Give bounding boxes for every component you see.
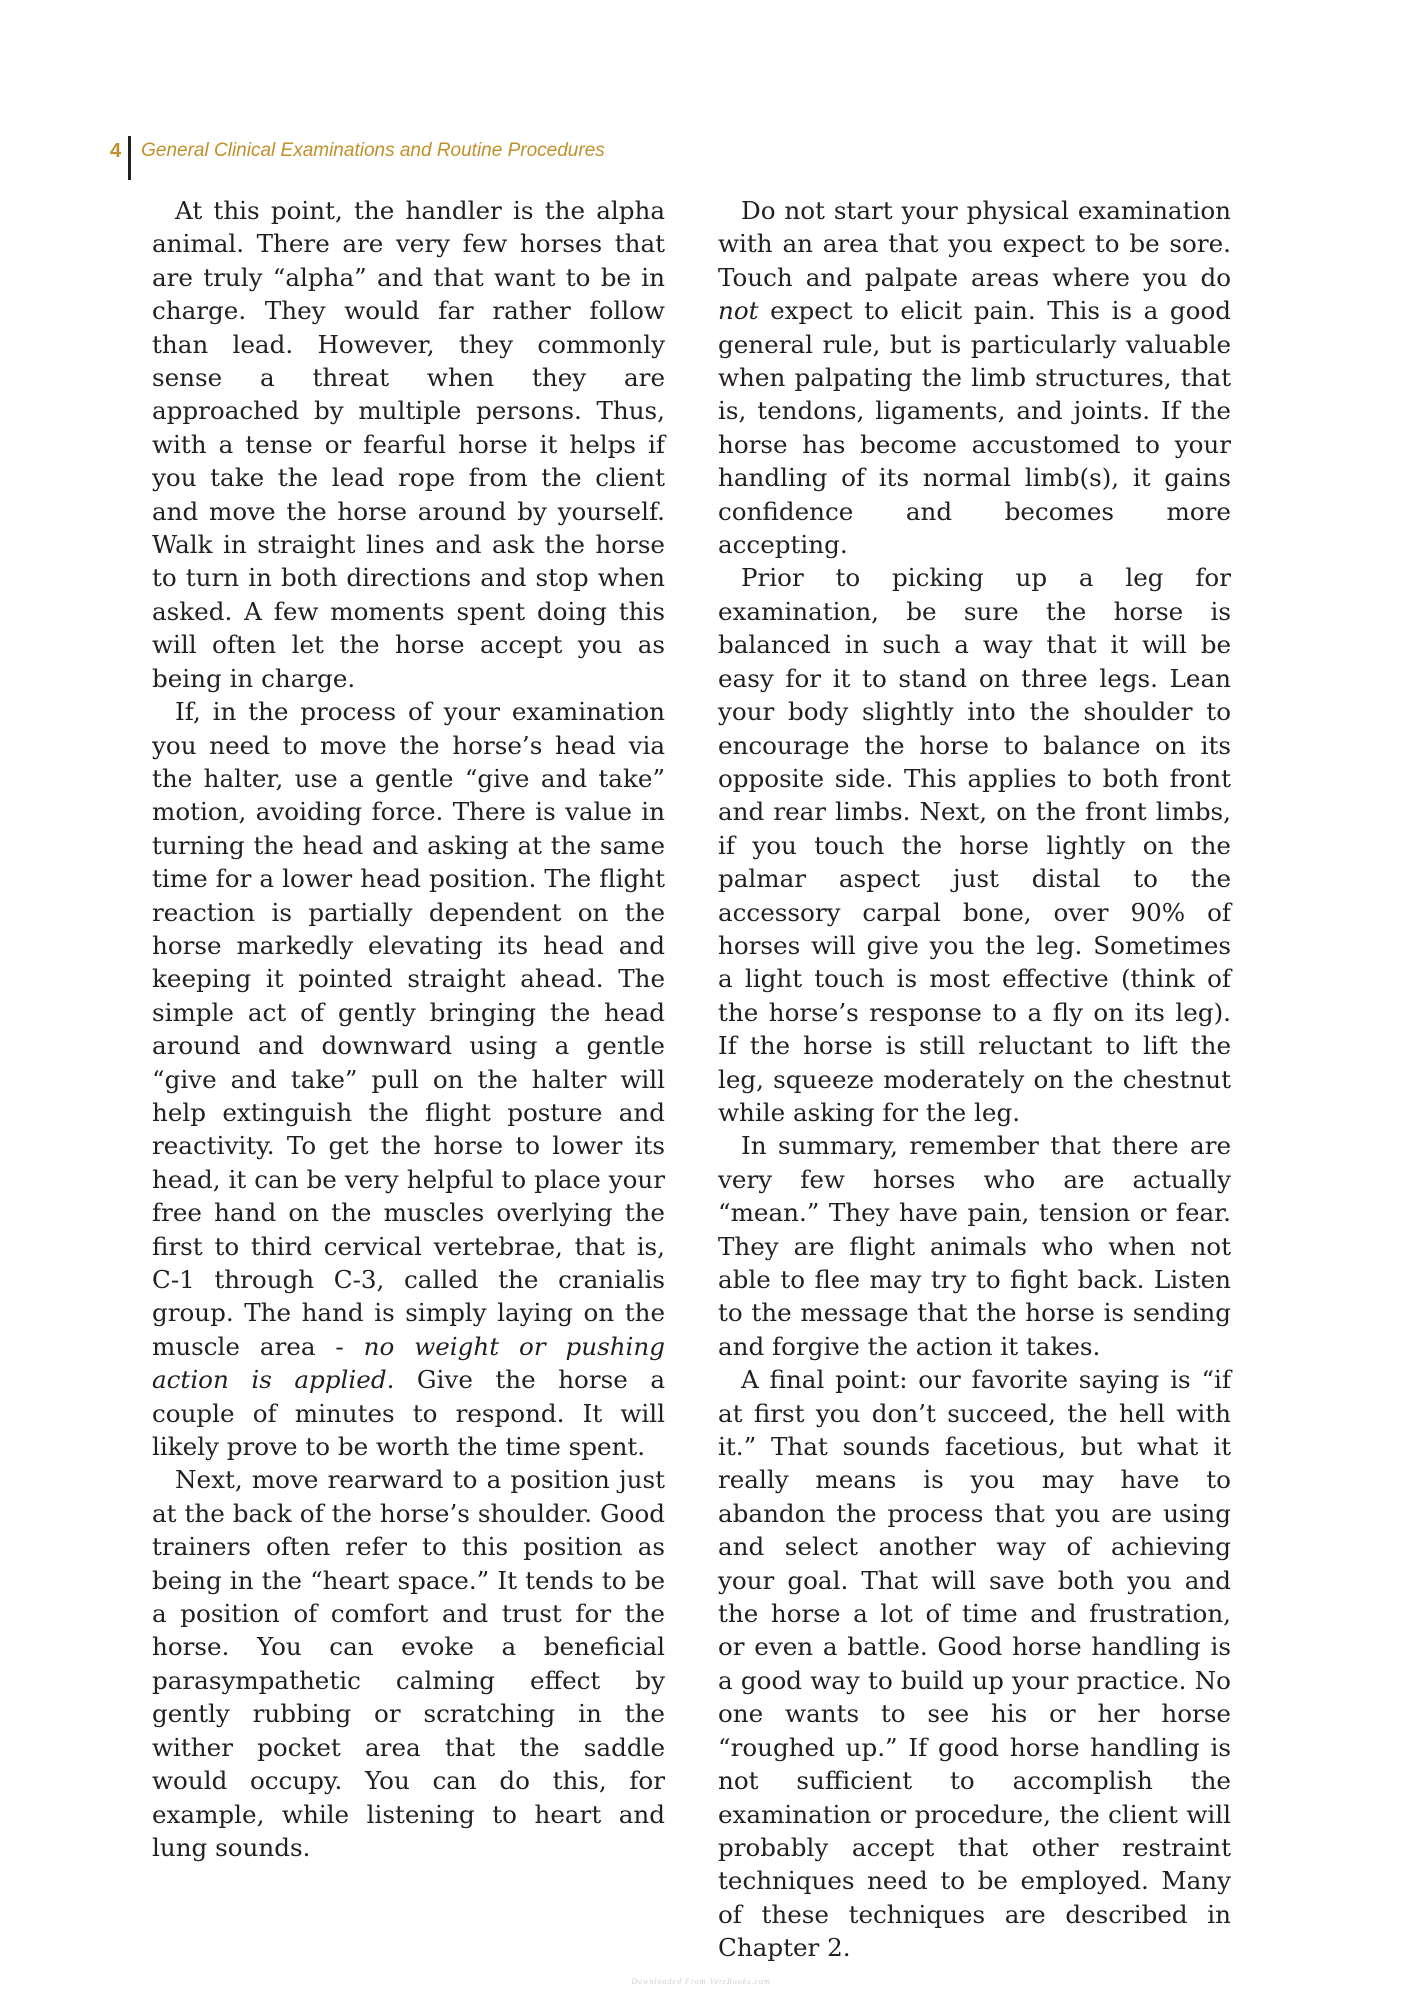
paragraph-text: expect to elicit pain. This is a good general rule, but is particularly valuable when palpating the limb structures, that is, tendons, ligaments, and joints. If the horse has become accustomed to your handling of its normal limb(s), it gains confidence and becomes more accepting. bbox=[718, 296, 1231, 560]
footer-watermark: Downloaded From VeteBooks.com bbox=[631, 1977, 771, 1986]
page-number: 4 bbox=[110, 140, 122, 162]
paragraph-text: Do not start your physical examination with an area that you expect to be sore. Touch and palpate areas where you do bbox=[718, 196, 1231, 292]
paragraph-text: In summary, remember that there are very few horses who are actually “mean.” They have pain, tension or fear. They are flight animals who when not able to flee may try to fight back. Listen to the message that the horse is sending and forgive the action it takes. bbox=[718, 1131, 1231, 1361]
section-title: General Clinical Examinations and Routine Procedures bbox=[141, 140, 605, 161]
paragraph bbox=[152, 194, 665, 695]
running-head bbox=[110, 136, 605, 180]
paragraph-text: If, in the process of your examination you need to move the horse’s head via the halter, use a gentle “give and take” motion, avoiding force. There is value in turning the head and asking at the same time for a lower head position. The flight reaction is partially dependent on the horse markedly elevating its head and keeping it pointed straight ahead. The simple act of gently bringing the head around and downward using a gentle “give and take” pull on the halter will help extinguish the flight posture and reactivity. To get the horse to lower its head, it can be very helpful to place your free hand on the muscles overlying the first to third cervical vertebrae, that is, C-1 through C-3, called the cranialis group. The hand is simply laying on the muscle area - bbox=[152, 697, 665, 1361]
paragraph-text: Prior to picking up a leg for examination, be sure the horse is balanced in such a way that it will be easy for it to stand on three legs. Lean your body slightly into the shoulder to encourage the horse to balance on its opposite side. This applies to both front and rear limbs. Next, on the front limbs, if you touch the horse lightly on the palmar aspect just distal to the accessory carpal bone, over 90% of horses will give you the leg. Sometimes a light touch is most effective (think of the horse’s response to a fly on its leg). If the horse is still reluctant to lift the leg, squeeze moderately on the chestnut while asking for the leg. bbox=[718, 563, 1231, 1127]
paragraph-text: Next, move rearward to a position just at the back of the horse’s shoulder. Good trainers often refer to this position as being in the “heart space.” It tends to be a position of comfort and trust for the horse. You can evoke a beneficial parasympathetic calming effect by gently rubbing or scratching in the wither pocket area that the saddle would occupy. You can do this, for example, while listening to heart and lung sounds. bbox=[152, 1465, 665, 1862]
paragraph-text: . Give the horse a couple of minutes to respond. It will likely prove to be worth the time spent. bbox=[152, 1365, 665, 1462]
paragraph bbox=[718, 1363, 1231, 1964]
header-divider bbox=[128, 136, 131, 180]
right-column bbox=[718, 194, 1231, 1965]
paragraph bbox=[718, 1129, 1231, 1363]
paragraph-text: A final point: our favorite saying is “if at first you don’t succeed, the hell with it.” That sounds facetious, but what it really means is you may have to abandon the process that you are using and select another way of achieving your goal. That will save both you and the horse a lot of time and frustration, or even a battle. Good horse handling is a good way to build up your practice. No one wants to see his or her horse “roughed up.” If good horse handling is not sufficient to accomplish the examination or procedure, the client will probably accept that other restraint techniques need to be employed. Many of these techniques are described in Chapter 2. bbox=[718, 1365, 1231, 1963]
paragraph bbox=[718, 194, 1231, 561]
paragraph bbox=[152, 1463, 665, 1864]
left-column bbox=[152, 194, 665, 1864]
paragraph bbox=[718, 561, 1231, 1129]
paragraph bbox=[152, 695, 665, 1463]
paragraph-text: At this point, the handler is the alpha animal. There are very few horses that are truly “alpha” and that want to be in charge. They would far rather follow than lead. However, they commonly sense a threat when they are approached by multiple persons. Thus, with a tense or fearful horse it helps if you take the lead rope from the client and move the horse around by yourself. Walk in straight lines and ask the horse to turn in both directions and stop when asked. A few moments spent doing this will often let the horse accept you as being in charge. bbox=[152, 196, 665, 693]
emphasis-text: no weight or pushing action is applied bbox=[152, 1331, 665, 1395]
emphasis-text: not bbox=[718, 296, 759, 326]
